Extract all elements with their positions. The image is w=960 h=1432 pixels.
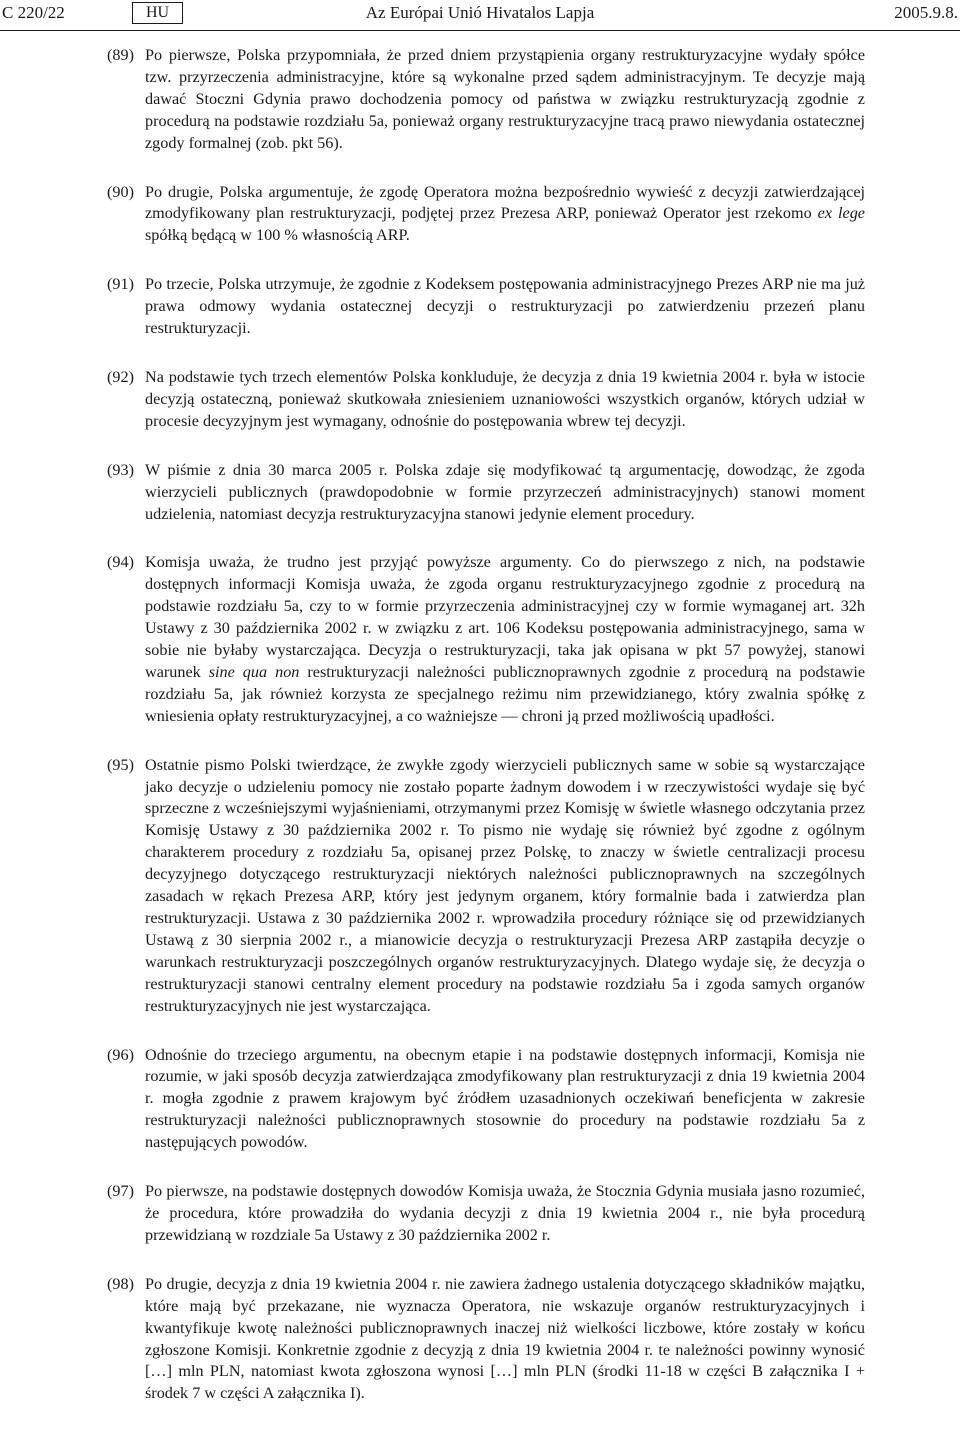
paragraph-number: (89): [107, 46, 134, 64]
paragraph-number: (93): [107, 460, 134, 479]
paragraph-89: [107, 45, 865, 155]
issue-number: C 220/22: [2, 3, 65, 22]
journal-title: Az Európai Unió Hivatalos Lapja: [365, 3, 595, 22]
language-badge: HU: [132, 2, 183, 24]
paragraph-text: [145, 552, 865, 727]
paragraph-text: Po pierwsze, Polska przypomniała, że przed dniem przystąpienia organy restrukturyzacyjne wydały spółce tzw. przyrzeczenia administracyjne, które są wykonalne przed sądem administracyjnym. Te decyzje mają dawać Stoczni Gdynia prawo dochodzenia pomocy od państwa w związku restrukturyzacją zgodnie z procedurą na podstawie rozdziału 5a, ponieważ organy restrukturyzacyjne tracą prawo niewydania ostatecznej zgody formalnej (zob. pkt 56).: [145, 46, 865, 152]
paragraph-94: [107, 552, 865, 727]
paragraph-97: [107, 1181, 865, 1247]
paragraph-96: [107, 1045, 865, 1155]
paragraph-text: Na podstawie tych trzech elementów Polska konkluduje, że decyzja z dnia 19 kwietnia 2004 r. była w istocie decyzją ostateczną, ponieważ skutkowała zniesieniem uznaniowości wszystkich organów, których udział w procesie decyzyjnym jest wymagany, odnośnie do postępowania wbrew tej decyzji.: [145, 367, 865, 430]
paragraph-number: (90): [107, 182, 134, 201]
paragraph-98: [107, 1274, 865, 1405]
italic-term: ex lege: [817, 204, 865, 223]
paragraph-93: [107, 460, 865, 526]
paragraph-92: [107, 367, 865, 433]
paragraph-number: (98): [107, 1274, 134, 1293]
page-header: [0, 0, 960, 30]
paragraph-91: [107, 274, 865, 340]
paragraph-number: (96): [107, 1045, 134, 1064]
paragraph-text: Po trzecie, Polska utrzymuje, że zgodnie z Kodeksem postępowania administracyjnego Prezes ARP nie ma już prawa odmowy wydania ostatecznej decyzji o restrukturyzacji po zatwierdzeniu przezeń planu restrukturyzacji.: [145, 275, 865, 338]
text-segment: Po drugie, Polska argumentuje, że zgodę Operatora można bezpośrednio wywieść z decyzji zatwierdzającej zmodyfikowany plan restrukturyzacji, podjętej przez Prezesa ARP, ponieważ Operator jest rzekomo: [145, 182, 865, 223]
paragraph-number: (91): [107, 275, 134, 294]
paragraph-text: Ostatnie pismo Polski twierdzące, że zwykłe zgody wierzycieli publicznych same w sobie są wystarczające jako decyzje o udzieleniu pomocy nie zostało poparte żadnym dowodem i w rzeczywistości wydaje się być sprzeczne z wcześniejszymi wyjaśnieniami, otrzymanymi przez Komisję w świetle własnego odczytania przez Komisję Ustawy z 30 października 2002 r. To pismo nie wydaję się również być zgodne z ogólnym charakterem procedury z rozdziału 5a, opisanej przez Polskę, to znaczy w świetle centralizacji procesu decyzyjnego dotyczącego restrukturyzacji niektórych należności publicznoprawnych na szczególnych zasadach w rękach Prezesa ARP, który jest jedynym organem, który formalnie bada i zatwierdza plan restrukturyzacji. Ustawa z 30 października 2002 r. wprowadziła procedury różniące się od przewidzianych Ustawą z 30 sierpnia 2002 r., a mianowicie decyzja o restrukturyzacji Prezesa ARP zastąpiła decyzje o warunkach restrukturyzacji poszczególnych organów restrukturyzacyjnych. Dlatego wydaje się, że decyzja o restrukturyzacji stanowi centralny element procedury na podstawie rozdziału 5a i zgoda samych organów restrukturyzacyjnych nie jest wystarczająca.: [145, 755, 865, 1015]
paragraph-text: [145, 182, 865, 248]
document-body: [107, 45, 865, 1432]
paragraph-90: [107, 182, 865, 248]
header-divider: [0, 30, 960, 31]
text-segment: restrukturyzacji należności publicznoprawnych zgodnie z procedurą na podstawie rozdziału 5a, jak również korzysta ze specjalnego reżimu nim przewidzianego, który zwalnia spółkę z wniesienia opłaty restrukturyzacyjnej, a co ważniejsze — chroni ją przed możliwością upadłości.: [145, 662, 866, 725]
paragraph-text: Po pierwsze, na podstawie dostępnych dowodów Komisja uważa, że Stocznia Gdynia musiała jasno rozumieć, że procedura, które prowadziła do wydania decyzji z dnia 19 kwietnia 2004 r., nie była procedurą przewidzianą w rozdziale 5a Ustawy z 30 października 2002 r.: [145, 1182, 865, 1244]
paragraph-text: Po drugie, decyzja z dnia 19 kwietnia 2004 r. nie zawiera żadnego ustalenia dotyczącego składników majątku, które mają być przekazane, nie wyznacza Operatora, nie wskazuje organów restrukturyzacyjnych i kwantyfikuje kwotę należności publicznoprawnych inaczej niż wielkości liczbowe, które zostały w końcu zgłoszone Komisji. Konkretnie zgodnie z decyzją z dnia 19 kwietnia 2004 r. te należności powinny wynosić […] mln PLN, natomiast kwota zgłoszona wynosi […] mln PLN (środki 11-18 w części B załącznika I + środek 7 w części A załącznika I).: [145, 1274, 865, 1403]
paragraph-number: (95): [107, 755, 134, 774]
text-segment: spółką będącą w 100 % własnością ARP.: [145, 226, 410, 245]
text-segment: Komisja uważa, że trudno jest przyjąć powyższe argumenty. Co do pierwszego z nich, na podstawie dostępnych informacji Komisja uważa, że zgoda organu restrukturyzacyjnego zgodnie z procedurą na podstawie rozdziału 5a, czy to w formie przyrzeczenia administracyjnej czy w formie wymaganej art. 32h Ustawy z 30 października 2002 r. w związku z art. 106 Kodeksu postępowania administracyjnego, sama w sobie nie byłaby wystarczająca. Decyzja o restrukturyzacji, taka jak opisana w pkt 57 powyżej, stanowi warunek: [145, 553, 865, 681]
italic-term: sine qua non: [208, 662, 300, 681]
paragraph-text: Odnośnie do trzeciego argumentu, na obecnym etapie i na podstawie dostępnych informacji, Komisja nie rozumie, w jaki sposób decyzja zatwierdzająca zmodyfikowany plan restrukturyzacji z dnia 19 kwietnia 2004 r. mogła zgodnie z prawem krajowym być źródłem uzasadnionych oczekiwań beneficjenta w zakresie restrukturyzacji należności publicznoprawnych stosownie do procedury na podstawie rozdziału 5a z następujących powodów.: [145, 1045, 865, 1152]
paragraph-text: W piśmie z dnia 30 marca 2005 r. Polska zdaje się modyfikować tą argumentację, dowodząc, że zgoda wierzycieli publicznych (prawdopodobnie w formie przyrzeczeń administracyjnych) stanowi moment udzielenia, natomiast decyzja restrukturyzacyjna stanowi jedynie element procedury.: [145, 460, 865, 523]
paragraph-number: (92): [107, 367, 134, 386]
paragraph-number: (94): [107, 553, 134, 572]
paragraph-number: (97): [107, 1182, 134, 1201]
publication-date: 2005.9.8.: [894, 3, 958, 22]
paragraph-95: [107, 755, 865, 1018]
